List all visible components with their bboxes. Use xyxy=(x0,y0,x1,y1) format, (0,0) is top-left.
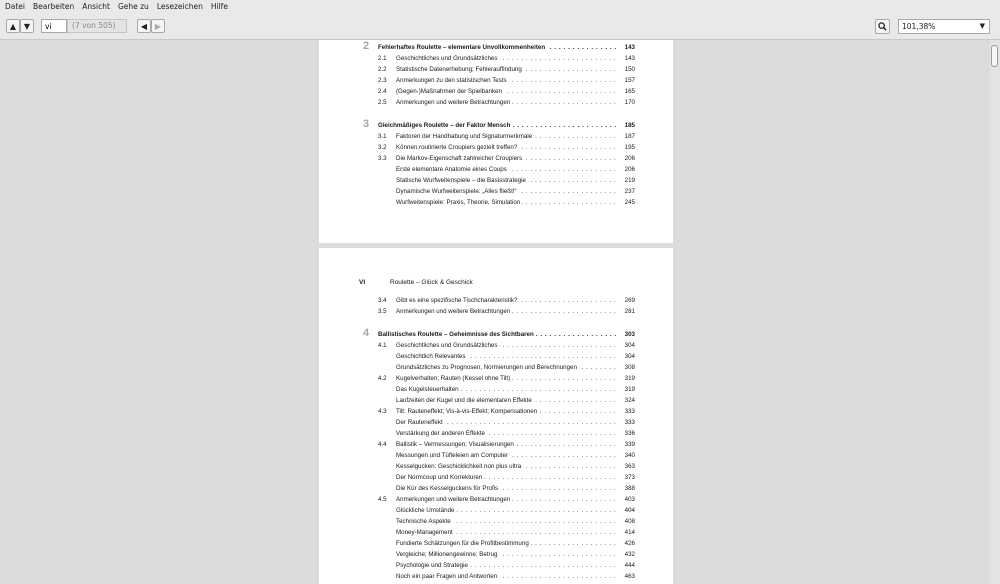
toc-entry[interactable] xyxy=(319,296,673,306)
page-number: 143 xyxy=(624,55,635,62)
toc-entry[interactable] xyxy=(319,429,673,439)
running-head-title: Roulette – Glück & Geschick xyxy=(390,279,473,286)
right-arrow-icon[interactable]: ▶ xyxy=(151,19,165,33)
page-roman-number: VI xyxy=(359,279,366,286)
menu-bar xyxy=(0,0,1000,14)
toc-entry[interactable] xyxy=(319,528,673,538)
toc-entry[interactable] xyxy=(319,143,673,153)
page-number: 333 xyxy=(624,408,635,415)
entry-title: Grundsätzliches zu Prognosen, Normierungen und Berechnungen xyxy=(396,364,577,371)
toc-entry[interactable] xyxy=(319,517,673,527)
page-number-input[interactable] xyxy=(41,19,67,33)
entry-title: Gibt es eine spezifische Tischcharakteristik? xyxy=(396,297,518,304)
page-number: 187 xyxy=(624,133,635,140)
toc-entry[interactable] xyxy=(319,307,673,317)
page-number: 206 xyxy=(624,166,635,173)
toc-chapter-entry[interactable] xyxy=(319,40,673,53)
page-number: 185 xyxy=(624,122,635,129)
section-number: 3.3 xyxy=(378,155,387,162)
entry-title: Geschichtliches und Grundsätzliches xyxy=(396,342,498,349)
section-number: 3.2 xyxy=(378,144,387,151)
entry-title: Faktoren der Handhabung und Signaturmerkmale xyxy=(396,133,533,140)
toc-entry[interactable] xyxy=(319,396,673,406)
toc-entry[interactable] xyxy=(319,132,673,142)
document-viewer[interactable] xyxy=(0,40,1000,584)
entry-title: Anmerkungen zu den statistischen Tests xyxy=(396,77,507,84)
page-number: 269 xyxy=(624,297,635,304)
entry-title: Psychologie und Strategie xyxy=(396,562,468,569)
toc-entry[interactable] xyxy=(319,473,673,483)
vertical-scrollbar[interactable] xyxy=(990,40,1000,584)
page-number: 319 xyxy=(624,386,635,393)
section-number: 4.3 xyxy=(378,408,387,415)
page-number: 237 xyxy=(624,188,635,195)
page-number: 281 xyxy=(624,308,635,315)
toc-chapter-entry[interactable] xyxy=(319,118,673,131)
toc-entry[interactable] xyxy=(319,198,673,208)
document-page xyxy=(319,248,673,584)
toc-entry[interactable] xyxy=(319,154,673,164)
entry-title: Technische Aspekte xyxy=(396,518,451,525)
page-number: 408 xyxy=(624,518,635,525)
toc-entry[interactable] xyxy=(319,98,673,108)
page-number: 304 xyxy=(624,353,635,360)
entry-title: Kugelverhalten; Rauten (Kessel ohne Tilt) xyxy=(396,375,511,382)
toc-entry[interactable] xyxy=(319,484,673,494)
entry-title: Statistische Datenerhebung; Fehlerauffindung xyxy=(396,66,522,73)
chapter-number: 3 xyxy=(363,118,370,130)
zoom-value: 101,38% xyxy=(902,22,936,31)
toc-chapter-entry[interactable] xyxy=(319,327,673,340)
page-number: 304 xyxy=(624,342,635,349)
entry-title: Money-Management xyxy=(396,529,453,536)
toc-entry[interactable] xyxy=(319,176,673,186)
toc-entry[interactable] xyxy=(319,418,673,428)
entry-title: Geschichtlich Relevantes xyxy=(396,353,466,360)
up-arrow-icon[interactable]: ▲ xyxy=(6,19,20,33)
page-number: 319 xyxy=(624,375,635,382)
toc-entry[interactable] xyxy=(319,550,673,560)
page-number: 143 xyxy=(624,44,635,51)
scroll-thumb[interactable] xyxy=(991,45,998,67)
entry-title: Noch ein paar Fragen und Antworten xyxy=(396,573,498,580)
entry-title: Dynamische Wurfweitenspiele: „Alles fließt!“ xyxy=(396,188,517,195)
entry-title: Tilt: Rauteneffekt; Vis-à-vis-Effekt; Kompensationen xyxy=(396,408,538,415)
chapter-number: 2 xyxy=(363,40,370,52)
page-number: 339 xyxy=(624,441,635,448)
chevron-down-icon: ▼ xyxy=(979,22,985,30)
toc-entry[interactable] xyxy=(319,561,673,571)
document-page xyxy=(319,40,673,243)
entry-title: Anmerkungen und weitere Betrachtungen xyxy=(396,496,511,503)
menu-item[interactable]: Hilfe xyxy=(210,2,228,11)
magnifier-icon[interactable] xyxy=(875,19,890,34)
entry-title: Fundierte Schätzungen für die Profitbestimmung xyxy=(396,540,529,547)
entry-title: Die Markov-Eigenschaft zahlreicher Croupiers xyxy=(396,155,523,162)
entry-title: Fehlerhaftes Roulette – elementare Unvollkommenheiten xyxy=(378,44,546,51)
entry-title: Kesselgucken: Geschicklichkeit non plus ultra xyxy=(396,463,522,470)
toc-entry[interactable] xyxy=(319,165,673,175)
entry-title: Vergleiche; Millionengewinne; Betrug xyxy=(396,551,498,558)
page-number: 403 xyxy=(624,496,635,503)
toc-entry[interactable] xyxy=(319,352,673,362)
page-number: 463 xyxy=(624,573,635,580)
menu-item[interactable]: Lesezeichen xyxy=(156,2,203,11)
section-number: 4.4 xyxy=(378,441,387,448)
section-number: 4.5 xyxy=(378,496,387,503)
toc-entry[interactable] xyxy=(319,572,673,582)
toc-entry[interactable] xyxy=(319,451,673,461)
toc-entry[interactable] xyxy=(319,87,673,97)
section-number: 4.2 xyxy=(378,375,387,382)
menu-item[interactable]: Bearbeiten xyxy=(33,2,75,11)
entry-title: Ballistisches Roulette – Geheimnisse des Sichtbaren xyxy=(378,331,534,338)
toc-entry[interactable] xyxy=(319,539,673,549)
page-number: 165 xyxy=(624,88,635,95)
toc-entry[interactable] xyxy=(319,65,673,75)
page-number: 150 xyxy=(624,66,635,73)
left-arrow-icon[interactable]: ◀ xyxy=(137,19,151,33)
toc-entry[interactable] xyxy=(319,341,673,351)
section-number: 3.4 xyxy=(378,297,387,304)
entry-title: Gleichmäßiges Roulette – der Faktor Mensch xyxy=(378,122,511,129)
section-number: 2.2 xyxy=(378,66,387,73)
page-number: 170 xyxy=(624,99,635,106)
entry-title: Verstärkung der anderen Effekte xyxy=(396,430,485,437)
toc-entry[interactable] xyxy=(319,407,673,417)
page-number: 426 xyxy=(624,540,635,547)
page-number: 324 xyxy=(624,397,635,404)
page-number: 157 xyxy=(624,77,635,84)
entry-title: Können routinierte Croupiers gezielt treffen? xyxy=(396,144,518,151)
page-count-label: (7 von 505) xyxy=(67,19,127,33)
page-number: 195 xyxy=(624,144,635,151)
toc-entry[interactable] xyxy=(319,76,673,86)
page-number: 388 xyxy=(624,485,635,492)
page-number: 340 xyxy=(624,452,635,459)
toc-entry[interactable] xyxy=(319,374,673,384)
entry-title: Ballistik – Vermessungen; Visualisierungen xyxy=(396,441,514,448)
section-number: 2.5 xyxy=(378,99,387,106)
page-number: 303 xyxy=(624,331,635,338)
page-number: 444 xyxy=(624,562,635,569)
page-number: 333 xyxy=(624,419,635,426)
page-number: 363 xyxy=(624,463,635,470)
toc-entry[interactable] xyxy=(319,363,673,373)
menu-item[interactable]: Ansicht xyxy=(82,2,110,11)
toc-entry[interactable] xyxy=(319,495,673,505)
toolbar xyxy=(0,14,1000,40)
chapter-number: 4 xyxy=(363,327,370,339)
entry-title: Glückliche Umstände xyxy=(396,507,455,514)
down-arrow-icon[interactable]: ▼ xyxy=(20,19,34,33)
toc-entry[interactable] xyxy=(319,440,673,450)
page-number: 414 xyxy=(624,529,635,536)
entry-title: Anmerkungen und weitere Betrachtungen xyxy=(396,99,511,106)
page-number: 245 xyxy=(624,199,635,206)
entry-title: (Gegen-)Maßnahmen der Spielbanken xyxy=(396,88,502,95)
section-number: 2.3 xyxy=(378,77,387,84)
entry-title: Der Normcoup und Korrekturen xyxy=(396,474,483,481)
entry-title: Der Rauteneffekt xyxy=(396,419,443,426)
section-number: 3.1 xyxy=(378,133,387,140)
entry-title: Die Kür des Kesselguckens für Profis xyxy=(396,485,499,492)
section-number: 4.1 xyxy=(378,342,387,349)
toc-entry[interactable] xyxy=(319,462,673,472)
page-number: 336 xyxy=(624,430,635,437)
page-number: 206 xyxy=(624,155,635,162)
page-number: 404 xyxy=(624,507,635,514)
entry-title: Geschichtliches und Grundsätzliches xyxy=(396,55,498,62)
page-number: 373 xyxy=(624,474,635,481)
toc-entry[interactable] xyxy=(319,385,673,395)
entry-title: Anmerkungen und weitere Betrachtungen xyxy=(396,308,511,315)
page-number: 432 xyxy=(624,551,635,558)
page-number: 308 xyxy=(624,364,635,371)
entry-title: Wurfweitenspiele: Praxis, Theorie, Simulation xyxy=(396,199,521,206)
entry-title: Das Kugelsteuerhalten xyxy=(396,386,459,393)
menu-item[interactable]: Gehe zu xyxy=(117,2,149,11)
toc-entry[interactable] xyxy=(319,54,673,64)
toc-entry[interactable] xyxy=(319,506,673,516)
section-number: 2.4 xyxy=(378,88,387,95)
section-number: 3.5 xyxy=(378,308,387,315)
entry-title: Laufzeiten der Kugel und die elementaren Effekte xyxy=(396,397,532,404)
page-number: 219 xyxy=(624,177,635,184)
toc-entry[interactable] xyxy=(319,187,673,197)
entry-title: Statische Wurfweitenspiele – die Basisstrategie xyxy=(396,177,526,184)
menu-item[interactable]: Datei xyxy=(5,2,26,11)
section-number: 2.1 xyxy=(378,55,387,62)
entry-title: Erste elementare Anatomie eines Coups xyxy=(396,166,507,173)
zoom-select[interactable] xyxy=(898,19,990,34)
entry-title: Messungen und Tüfteleien am Computer xyxy=(396,452,509,459)
